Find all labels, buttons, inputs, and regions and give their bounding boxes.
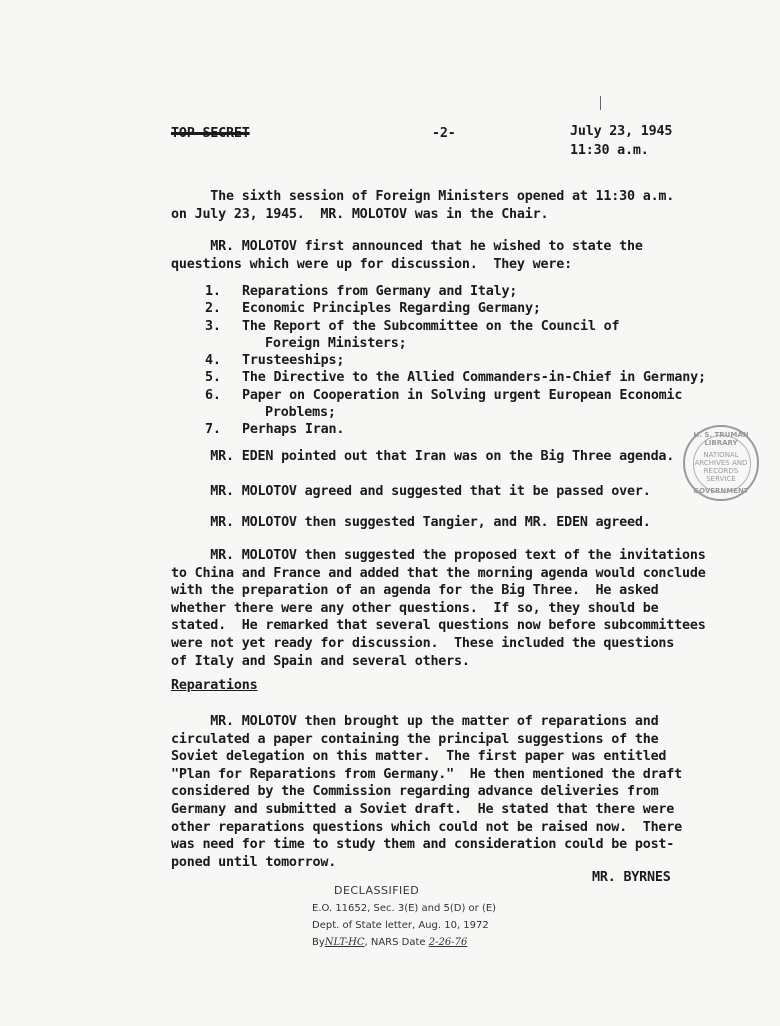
header-date: July 23, 1945	[570, 124, 673, 139]
text-line: circulated a paper containing the principal suggestions of the	[171, 731, 659, 747]
handwritten-initials: NLT-HC	[324, 937, 365, 948]
text-line: MR. MOLOTOV first announced that he wished to state the	[171, 239, 643, 254]
text-line: MR. MOLOTOV then suggested the proposed text of the invitations	[171, 548, 706, 563]
signature-byrnes: MR. BYRNES	[592, 870, 671, 885]
stamp-middle-text: NATIONAL ARCHIVES AND RECORDS SERVICE	[694, 451, 748, 483]
text-line: were not yet ready for discussion. These included the questions	[171, 635, 675, 651]
text-line: Soviet delegation on this matter. The first paper was entitled	[171, 749, 667, 765]
text-line: on July 23, 1945. MR. MOLOTOV was in the Chair.	[171, 206, 549, 222]
paragraph-invitations	[171, 547, 731, 670]
stamp-top-text: H. S. TRUMAN LIBRARY	[693, 431, 749, 447]
list-item: 6. Paper on Cooperation in Solving urgent European Economic	[205, 387, 683, 403]
list-item-continuation: Problems;	[265, 405, 336, 421]
paragraph-agenda-intro	[171, 238, 731, 273]
list-item: 5. The Directive to the Allied Commanders-in-Chief in Germany;	[205, 370, 706, 386]
declassified-signoff: ByNLT-HC, NARS Date 2-26-76	[312, 937, 468, 948]
pen-mark	[600, 96, 601, 110]
header-time: 11:30 a.m.	[570, 143, 649, 158]
handwritten-date: 2-26-76	[428, 937, 468, 948]
text-line: other reparations questions which could not be raised now. There	[171, 819, 683, 835]
text-line: questions which were up for discussion. They were:	[171, 256, 572, 272]
statement-eden-iran: MR. EDEN pointed out that Iran was on the Big Three agenda.	[171, 449, 675, 464]
declassified-authority: E.O. 11652, Sec. 3(E) and 5(D) or (E)	[312, 903, 497, 914]
section-heading: Reparations	[171, 678, 258, 693]
text-line: was need for time to study them and consideration could be post-	[171, 837, 675, 853]
list-item: 1. Reparations from Germany and Italy;	[205, 284, 518, 299]
text-line: stated. He remarked that several questions now before subcommittees	[171, 618, 706, 634]
text-line: poned until tomorrow.	[171, 854, 337, 870]
statement-molotov-agreed: MR. MOLOTOV agreed and suggested that it be passed over.	[171, 484, 651, 499]
list-item: 4. Trusteeships;	[205, 353, 345, 369]
text-line: Germany and submitted a Soviet draft. He stated that there were	[171, 801, 675, 817]
paragraph-session-opening	[171, 188, 731, 223]
list-item: 2. Economic Principles Regarding Germany;	[205, 301, 541, 317]
paragraph-reparations	[171, 713, 731, 871]
agenda-list	[205, 283, 706, 439]
list-item: 3. The Report of the Subcommittee on the Council of	[205, 318, 620, 334]
text-line: MR. MOLOTOV then brought up the matter of reparations and	[171, 714, 659, 729]
text-line: with the preparation of an agenda for the Big Three. He asked	[171, 583, 659, 599]
text-line: considered by the Commission regarding advance deliveries from	[171, 784, 659, 800]
list-item-continuation: Foreign Ministers;	[265, 335, 407, 351]
classification-marking: TOP SECRET	[171, 126, 250, 141]
list-item: 7. Perhaps Iran.	[205, 422, 345, 438]
archive-stamp	[683, 425, 759, 501]
declassified-title: DECLASSIFIED	[334, 884, 420, 897]
page-number: -2-	[432, 126, 456, 141]
text-line: of Italy and Spain and several others.	[171, 653, 470, 669]
stamp-bottom-text: GOVERNMENT	[693, 487, 749, 495]
text-line: to China and France and added that the morning agenda would conclude	[171, 565, 706, 581]
text-line: "Plan for Reparations from Germany." He then mentioned the draft	[171, 766, 683, 782]
statement-tangier: MR. MOLOTOV then suggested Tangier, and MR. EDEN agreed.	[171, 515, 651, 530]
declassified-letter: Dept. of State letter, Aug. 10, 1972	[312, 920, 489, 931]
text-line: The sixth session of Foreign Ministers opened at 11:30 a.m.	[171, 189, 675, 204]
text-line: whether there were any other questions. If so, they should be	[171, 600, 659, 616]
declassification-stamp	[312, 884, 496, 948]
